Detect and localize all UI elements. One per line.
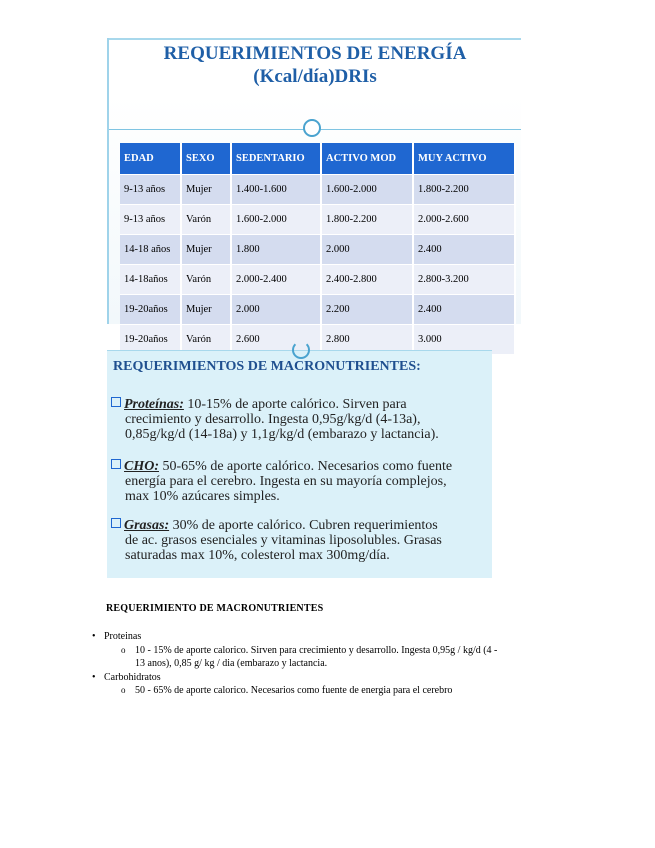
- header-activo-mod: ACTIVO MOD: [321, 143, 413, 175]
- macro-text: 30% de aporte calórico. Cubren requerimientos: [169, 518, 438, 533]
- cell-muy-activo: 1.800-2.200: [413, 175, 515, 205]
- table-row: [120, 235, 515, 265]
- cell-activo-mod: 2.000: [321, 235, 413, 265]
- cell-sexo: Mujer: [181, 175, 231, 205]
- separator-arc-icon: [292, 341, 310, 359]
- table-row: [120, 205, 515, 235]
- cell-sexo: Mujer: [181, 235, 231, 265]
- cell-edad: 19-20años: [120, 295, 181, 325]
- cell-edad: 9-13 años: [120, 175, 181, 205]
- sub-list-item: [92, 684, 582, 698]
- macro-text: 0,85g/kg/d (14-18a) y 1,1g/kg/d (embarazo y lactancia).: [125, 427, 439, 442]
- square-bullet-icon: [111, 518, 121, 528]
- cell-edad: 14-18años: [120, 265, 181, 295]
- cell-activo-mod: 2.200: [321, 295, 413, 325]
- cell-sedentario: 1.400-1.600: [231, 175, 321, 205]
- title-line-1: REQUERIMIENTOS DE ENERGÍA: [163, 43, 467, 64]
- title-line-2: (Kcal/día)DRIs: [253, 66, 377, 87]
- cell-activo-mod: 1.800-2.200: [321, 205, 413, 235]
- header-sexo: SEXO: [181, 143, 231, 175]
- table-row: [120, 265, 515, 295]
- top-rule: [109, 38, 521, 40]
- energy-slide: [107, 38, 521, 345]
- cell-activo-mod: 2.400-2.800: [321, 265, 413, 295]
- header-sedentario: SEDENTARIO: [231, 143, 321, 175]
- square-bullet-icon: [111, 459, 121, 469]
- list-item: • Proteinas: [92, 630, 582, 644]
- cell-activo-mod: 2.800: [321, 325, 413, 355]
- macro-text: 50-65% de aporte calórico. Necesarios como fuente: [159, 459, 453, 474]
- cell-muy-activo: 3.000: [413, 325, 515, 355]
- macro-text: max 10% azúcares simples.: [125, 489, 280, 504]
- sub-list-item: [92, 644, 582, 671]
- cell-muy-activo: 2.400: [413, 235, 515, 265]
- energy-table: [120, 143, 516, 354]
- cell-sedentario: 2.000: [231, 295, 321, 325]
- header-edad: EDAD: [120, 143, 181, 175]
- cell-muy-activo: 2.400: [413, 295, 515, 325]
- sub-list-text: o 10 - 15% de aporte calorico. Sirven para crecimiento y desarrollo. Ingesta 0,95g / kg/d (4 -: [135, 644, 498, 656]
- macro-item-grasas: [111, 518, 489, 563]
- table-header-row: [120, 143, 515, 175]
- separator-circle-icon: [303, 119, 321, 137]
- document-heading: REQUERIMIENTO DE MACRONUTRIENTES: [106, 603, 324, 614]
- macro-term: Proteínas:: [124, 397, 184, 412]
- cell-activo-mod: 1.600-2.000: [321, 175, 413, 205]
- cell-sexo: Varón: [181, 205, 231, 235]
- cell-sexo: Varón: [181, 325, 231, 355]
- cell-sexo: Mujer: [181, 295, 231, 325]
- header-muy-activo: MUY ACTIVO: [413, 143, 515, 175]
- list-item: • Carbohidratos: [92, 671, 582, 685]
- macro-text: 10-15% de aporte calórico. Sirven para: [183, 397, 407, 412]
- cell-sedentario: 1.800: [231, 235, 321, 265]
- table-row: [120, 295, 515, 325]
- cell-sedentario: 2.000-2.400: [231, 265, 321, 295]
- cell-sedentario: 1.600-2.000: [231, 205, 321, 235]
- cell-muy-activo: 2.000-2.600: [413, 205, 515, 235]
- slide-heading: REQUERIMIENTOS DE MACRONUTRIENTES:: [113, 359, 421, 374]
- macro-item-proteinas: [111, 397, 489, 442]
- table-row: [120, 175, 515, 205]
- cell-muy-activo: 2.800-3.200: [413, 265, 515, 295]
- sub-list-text: o 50 - 65% de aporte calorico. Necesarios como fuente de energia para el cerebro: [135, 685, 453, 696]
- slide-title: [109, 42, 521, 88]
- cell-edad: 14-18 años: [120, 235, 181, 265]
- cell-edad: 9-13 años: [120, 205, 181, 235]
- macro-text: energía para el cerebro. Ingesta en su mayoría complejos,: [125, 474, 447, 489]
- bullet-list: [92, 630, 582, 698]
- macro-text: saturadas max 10%, colesterol max 300mg/día.: [125, 548, 390, 563]
- macro-term: Grasas:: [124, 518, 170, 533]
- macro-text: de ac. grasos esenciales y vitaminas liposolubles. Grasas: [125, 533, 442, 548]
- macro-term: CHO:: [124, 459, 159, 474]
- square-bullet-icon: [111, 397, 121, 407]
- cell-edad: 19-20años: [120, 325, 181, 355]
- macro-text: crecimiento y desarrollo. Ingesta 0,95g/kg/d (4-13a),: [125, 412, 421, 427]
- macro-item-cho: [111, 459, 489, 504]
- cell-sedentario: 2.600: [231, 325, 321, 355]
- cell-sexo: Varón: [181, 265, 231, 295]
- macronutrients-slide: [107, 350, 492, 578]
- sub-list-text: 13 anos), 0,85 g/ kg / dia (embarazo y lactancia.: [135, 658, 328, 669]
